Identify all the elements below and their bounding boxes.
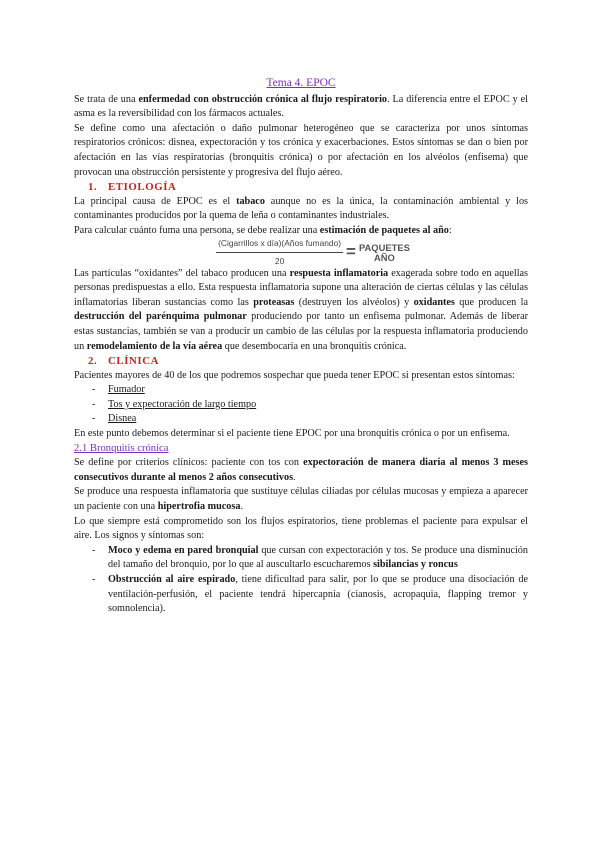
intro-paragraph-2: Se define como una afectación o daño pulmonar heterogéneo que se caracteriza por unos síntomas respiratorios crónicos: disnea, expectoración y tos crónica y exacerbaciones. Estos síntomas se dan o bien por afectación en las vías respiratorias (bronquitis crónica) o por afectación en los alvéolos (enfisema) que provocan una obstrucción persistente y progresiva del flujo aéreo. — [74, 122, 528, 178]
key-term: enfermedad con obstrucción crónica al flujo respiratorio — [138, 93, 387, 105]
list-item: - Tos y expectoración de largo tiempo — [92, 398, 528, 413]
list-item: - Obstrucción al aire espirado, tiene dificultad para salir, por lo que se produce una disociación de ventilación-perfusión, el paciente tendrá hipercapnia (cianosis, acropaquia, flapping tremor y somnolencia). — [92, 573, 528, 617]
clinica-paragraph-1: Pacientes mayores de 40 de los que podremos sospechar que pueda tener EPOC si presentan estos síntomas: — [74, 369, 515, 381]
etiologia-paragraph-1: La principal causa de EPOC es el tabaco aunque no es la única, la contaminación ambiental y los contaminantes producidos por la quema de leña o contaminantes industriales. — [74, 195, 529, 222]
intro-paragraph-1: Se trata de una enfermedad con obstrucción crónica al flujo respiratorio. La diferencia entre el EPOC y el asma es la reversibilidad con los fármacos actuales. — [74, 93, 528, 120]
pack-year-formula — [98, 240, 528, 266]
section-heading-clinica: 2. CLÍNICA — [88, 355, 159, 368]
list-item: - Fumador — [92, 383, 528, 398]
list-item: - Moco y edema en pared bronquial que cursan con expectoración y tos. Se produce una disminución del tamaño del bronquio, por lo que al auscultarlo escucharemos sibilancias y roncus — [92, 544, 528, 573]
etiologia-paragraph-2: Para calcular cuánto fuma una persona, se debe realizar una estimación de paquetes al año: — [74, 224, 452, 236]
etiologia-paragraph-3: Las partículas “oxidantes” del tabaco producen una respuesta inflamatoria exagerada sobre todo en aquellas personas predispuestas a ello. Esta respuesta inflamatoria supone una alteración de ciertas células y las células inflamatorias liberan sustancias como las proteasas (destruyen los alvéolos) y oxidantes que producen la destrucción del parénquima pulmonar produciendo por tanto un enfisema pulmonar. Además de liberar estas sustancias, también se van a producir un cambio de las células por la respuesta inflamatoria produciendo un remodelamiento de la vía aérea que desembocaría en una bronquitis crónica. — [74, 267, 529, 352]
symptom-list — [74, 383, 528, 427]
document-page — [74, 76, 528, 617]
clinica-paragraph-2: En este punto debemos determinar si el paciente tiene EPOC por una bronquitis crónica o por un enfisema. — [74, 428, 510, 440]
formula-fraction — [216, 236, 343, 268]
signs-list — [74, 544, 528, 617]
subsection-heading-bronquitis: 2.1 Bronquitis crónica — [74, 442, 169, 454]
page-title: Tema 4. EPOC — [266, 77, 336, 89]
bronquitis-paragraph-2: Se produce una respuesta inflamatoria que sustituye células ciliadas por células mucosas y empieza a aparecer un paciente con una hipertrofia mucosa. — [74, 486, 528, 513]
list-item: - Disnea — [92, 412, 528, 427]
formula-numerator: (Cigarrillos x día)(Años fumando) — [216, 236, 343, 253]
section-heading-etiologia: 1. ETIOLOGÍA — [88, 181, 177, 194]
formula-equals: = — [346, 242, 356, 262]
formula-denominator: 20 — [274, 256, 285, 267]
formula-result: PAQUETES AÑO — [358, 241, 410, 263]
bronquitis-paragraph-1: Se define por criterios clínicos: paciente con tos con expectoración de manera diaria al menos 3 meses consecutivos durante al menos 2 años consecutivos. — [74, 457, 529, 483]
bronquitis-paragraph-3: Lo que siempre está comprometido son los flujos espiratorios, tiene problemas el paciente para expulsar el aire. Los signos y síntomas son: — [74, 515, 528, 542]
